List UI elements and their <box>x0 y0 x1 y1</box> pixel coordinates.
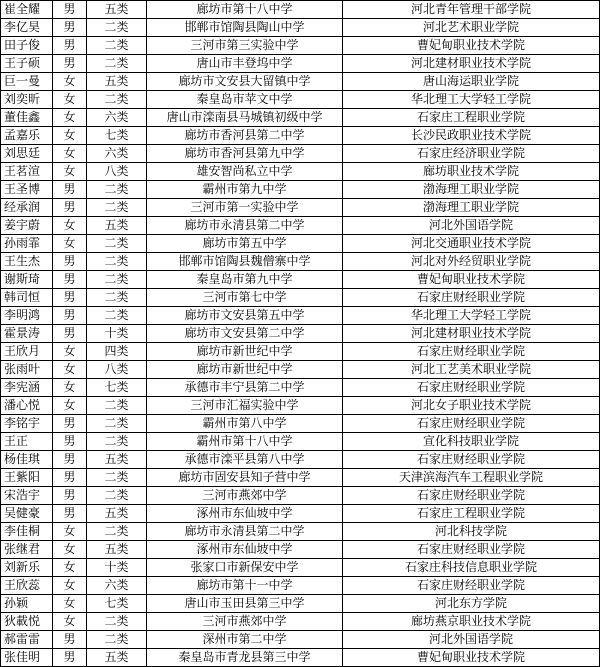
gender-cell: 女 <box>53 577 87 595</box>
school-cell: 廊坊市第十一中学 <box>147 577 343 595</box>
category-cell: 二类 <box>87 199 147 217</box>
school-cell: 张家口市新保安中学 <box>147 559 343 577</box>
category-cell: 二类 <box>87 631 147 649</box>
table-row <box>1 271 600 289</box>
name-cell: 刘奕昕 <box>1 91 53 109</box>
school-cell: 廊坊市文安县第二中学 <box>147 325 343 343</box>
name-cell: 王圣博 <box>1 181 53 199</box>
gender-cell: 男 <box>53 451 87 469</box>
category-cell: 二类 <box>87 253 147 271</box>
table-row <box>1 577 600 595</box>
college-cell: 石家庄财经职业学院 <box>343 379 600 397</box>
table-row <box>1 397 600 415</box>
gender-cell: 男 <box>53 55 87 73</box>
gender-cell: 女 <box>53 163 87 181</box>
category-cell: 十类 <box>87 559 147 577</box>
gender-cell: 女 <box>53 541 87 559</box>
school-cell: 深州市第二中学 <box>147 631 343 649</box>
gender-cell: 男 <box>53 253 87 271</box>
table-row <box>1 415 600 433</box>
college-cell: 河北女子职业技术学院 <box>343 397 600 415</box>
category-cell: 四类 <box>87 343 147 361</box>
table-row <box>1 631 600 649</box>
college-cell: 渤海理工职业学院 <box>343 181 600 199</box>
college-cell: 华北理工大学轻工学院 <box>343 307 600 325</box>
college-cell: 廊坊燕京职业技术学院 <box>343 613 600 631</box>
gender-cell: 女 <box>53 523 87 541</box>
gender-cell: 男 <box>53 469 87 487</box>
table-row <box>1 73 600 91</box>
category-cell: 十类 <box>87 325 147 343</box>
gender-cell: 男 <box>53 631 87 649</box>
gender-cell: 男 <box>53 487 87 505</box>
college-cell: 河北建材职业技术学院 <box>343 55 600 73</box>
name-cell: 宋浩宇 <box>1 487 53 505</box>
college-cell: 河北艺术职业学院 <box>343 19 600 37</box>
school-cell: 廊坊市固安县知子营中学 <box>147 469 343 487</box>
college-cell: 华北理工大学轻工学院 <box>343 91 600 109</box>
name-cell: 潘心悦 <box>1 397 53 415</box>
table-row <box>1 91 600 109</box>
gender-cell: 男 <box>53 415 87 433</box>
table-row <box>1 343 600 361</box>
name-cell: 刘思廷 <box>1 145 53 163</box>
college-cell: 河北青年管理干部学院 <box>343 1 600 19</box>
college-cell: 河北工艺美术职业学院 <box>343 361 600 379</box>
name-cell: 王茗渲 <box>1 163 53 181</box>
name-cell: 杨佳琪 <box>1 451 53 469</box>
category-cell: 五类 <box>87 217 147 235</box>
school-cell: 唐山市滦南县马城镇初级中学 <box>147 109 343 127</box>
school-cell: 廊坊市第十八中学 <box>147 1 343 19</box>
name-cell: 张雨叶 <box>1 361 53 379</box>
table-row <box>1 199 600 217</box>
name-cell: 王正 <box>1 433 53 451</box>
school-cell: 廊坊市第五中学 <box>147 235 343 253</box>
category-cell: 五类 <box>87 73 147 91</box>
name-cell: 王欣月 <box>1 343 53 361</box>
table-row <box>1 487 600 505</box>
category-cell: 五类 <box>87 1 147 19</box>
college-cell: 渤海理工职业学院 <box>343 199 600 217</box>
name-cell: 王紫阳 <box>1 469 53 487</box>
name-cell: 李铭宇 <box>1 415 53 433</box>
school-cell: 廊坊市新世纪中学 <box>147 361 343 379</box>
college-cell: 河北对外经贸职业学院 <box>343 253 600 271</box>
college-cell: 天津滨海汽车工程职业学院 <box>343 469 600 487</box>
college-cell: 石家庄财经职业学院 <box>343 415 600 433</box>
table-row <box>1 163 600 181</box>
school-cell: 邯郸市馆陶县魏僧寨中学 <box>147 253 343 271</box>
category-cell: 二类 <box>87 271 147 289</box>
name-cell: 谢斯琦 <box>1 271 53 289</box>
table-row <box>1 523 600 541</box>
category-cell: 七类 <box>87 379 147 397</box>
gender-cell: 男 <box>53 37 87 55</box>
table-row <box>1 595 600 613</box>
college-cell: 唐山海运职业学院 <box>343 73 600 91</box>
college-cell: 石家庄经济职业学院 <box>343 145 600 163</box>
table-row <box>1 325 600 343</box>
school-cell: 秦皇岛市第九中学 <box>147 271 343 289</box>
gender-cell: 女 <box>53 217 87 235</box>
table-row <box>1 37 600 55</box>
category-cell: 六类 <box>87 577 147 595</box>
name-cell: 李明鸿 <box>1 307 53 325</box>
school-cell: 三河市燕郊中学 <box>147 613 343 631</box>
table-row <box>1 649 600 667</box>
school-cell: 承德市滦平县第八中学 <box>147 451 343 469</box>
college-cell: 河北交通职业技术学院 <box>343 235 600 253</box>
gender-cell: 女 <box>53 91 87 109</box>
category-cell: 八类 <box>87 163 147 181</box>
school-cell: 霸州市第九中学 <box>147 181 343 199</box>
gender-cell: 女 <box>53 343 87 361</box>
college-cell: 石家庄财经职业学院 <box>343 487 600 505</box>
table-row <box>1 217 600 235</box>
gender-cell: 男 <box>53 19 87 37</box>
name-cell: 张继君 <box>1 541 53 559</box>
gender-cell: 女 <box>53 235 87 253</box>
name-cell: 狄載悦 <box>1 613 53 631</box>
table-row <box>1 253 600 271</box>
category-cell: 二类 <box>87 91 147 109</box>
category-cell: 二类 <box>87 523 147 541</box>
gender-cell: 男 <box>53 1 87 19</box>
gender-cell: 女 <box>53 613 87 631</box>
school-cell: 邯郸市馆陶县陶山中学 <box>147 19 343 37</box>
gender-cell: 男 <box>53 307 87 325</box>
table-row <box>1 541 600 559</box>
name-cell: 吴健豪 <box>1 505 53 523</box>
table-row <box>1 55 600 73</box>
gender-cell: 男 <box>53 325 87 343</box>
table-row <box>1 361 600 379</box>
name-cell: 姜宇蔚 <box>1 217 53 235</box>
college-cell: 石家庄工程职业学院 <box>343 505 600 523</box>
gender-cell: 男 <box>53 289 87 307</box>
gender-cell: 女 <box>53 595 87 613</box>
category-cell: 五类 <box>87 451 147 469</box>
school-cell: 三河市第一实验中学 <box>147 199 343 217</box>
category-cell: 二类 <box>87 433 147 451</box>
category-cell: 七类 <box>87 127 147 145</box>
gender-cell: 男 <box>53 271 87 289</box>
category-cell: 二类 <box>87 307 147 325</box>
school-cell: 霸州市第八中学 <box>147 415 343 433</box>
category-cell: 八类 <box>87 361 147 379</box>
school-cell: 三河市第七中学 <box>147 289 343 307</box>
table-row <box>1 19 600 37</box>
gender-cell: 男 <box>53 181 87 199</box>
school-cell: 唐山市玉田县第三中学 <box>147 595 343 613</box>
category-cell: 二类 <box>87 181 147 199</box>
college-cell: 长沙民政职业技术学院 <box>343 127 600 145</box>
name-cell: 王生杰 <box>1 253 53 271</box>
school-cell: 廊坊市香河县第九中学 <box>147 145 343 163</box>
name-cell: 孙颖 <box>1 595 53 613</box>
school-cell: 涿州市东仙坡中学 <box>147 541 343 559</box>
table-row <box>1 379 600 397</box>
name-cell: 经承润 <box>1 199 53 217</box>
name-cell: 王欣蕊 <box>1 577 53 595</box>
name-cell: 郝雷雷 <box>1 631 53 649</box>
category-cell: 六类 <box>87 145 147 163</box>
category-cell: 二类 <box>87 55 147 73</box>
college-cell: 石家庄科技信息职业学院 <box>343 559 600 577</box>
category-cell: 六类 <box>87 109 147 127</box>
name-cell: 霍景涛 <box>1 325 53 343</box>
school-cell: 廊坊市香河县第二中学 <box>147 127 343 145</box>
school-cell: 三河市汇福实验中学 <box>147 397 343 415</box>
name-cell: 刘新乐 <box>1 559 53 577</box>
college-cell: 石家庄工程职业学院 <box>343 109 600 127</box>
category-cell: 二类 <box>87 235 147 253</box>
name-cell: 张佳明 <box>1 649 53 667</box>
table-row <box>1 127 600 145</box>
college-cell: 廊坊职业技术学院 <box>343 163 600 181</box>
name-cell: 田子俊 <box>1 37 53 55</box>
table-row <box>1 109 600 127</box>
table-row <box>1 307 600 325</box>
school-cell: 承德市丰宁县第二中学 <box>147 379 343 397</box>
name-cell: 王子硕 <box>1 55 53 73</box>
table-row <box>1 505 600 523</box>
college-cell: 河北东方学院 <box>343 595 600 613</box>
school-cell: 三河市第三实验中学 <box>147 37 343 55</box>
college-cell: 曹妃甸职业技术学院 <box>343 37 600 55</box>
school-cell: 雄安智尚私立中学 <box>147 163 343 181</box>
category-cell: 二类 <box>87 469 147 487</box>
college-cell: 曹妃甸职业技术学院 <box>343 271 600 289</box>
college-cell: 石家庄财经职业学院 <box>343 541 600 559</box>
school-cell: 霸州市第十八中学 <box>147 433 343 451</box>
name-cell: 孟嘉乐 <box>1 127 53 145</box>
category-cell: 七类 <box>87 595 147 613</box>
table-row <box>1 613 600 631</box>
table-row <box>1 1 600 19</box>
gender-cell: 女 <box>53 379 87 397</box>
category-cell: 二类 <box>87 397 147 415</box>
gender-cell: 男 <box>53 649 87 667</box>
gender-cell: 女 <box>53 559 87 577</box>
category-cell: 二类 <box>87 613 147 631</box>
gender-cell: 男 <box>53 199 87 217</box>
college-cell: 石家庄财经职业学院 <box>343 451 600 469</box>
college-cell: 石家庄财经职业学院 <box>343 289 600 307</box>
student-table-body <box>1 1 600 667</box>
category-cell: 二类 <box>87 289 147 307</box>
table-row <box>1 289 600 307</box>
college-cell: 曹妃甸职业技术学院 <box>343 649 600 667</box>
school-cell: 廊坊市永清县第二中学 <box>147 217 343 235</box>
name-cell: 韩司恒 <box>1 289 53 307</box>
school-cell: 廊坊市文安县大留镇中学 <box>147 73 343 91</box>
gender-cell: 女 <box>53 109 87 127</box>
name-cell: 李宪涵 <box>1 379 53 397</box>
college-cell: 河北建材职业技术学院 <box>343 325 600 343</box>
school-cell: 秦皇岛市青龙县第三中学 <box>147 649 343 667</box>
category-cell: 二类 <box>87 37 147 55</box>
school-cell: 廊坊市文安县第五中学 <box>147 307 343 325</box>
college-cell: 石家庄财经职业学院 <box>343 343 600 361</box>
category-cell: 二类 <box>87 415 147 433</box>
college-cell: 宣化科技职业学院 <box>343 433 600 451</box>
table-row <box>1 559 600 577</box>
table-row <box>1 451 600 469</box>
gender-cell: 女 <box>53 145 87 163</box>
name-cell: 巨一曼 <box>1 73 53 91</box>
name-cell: 李亿昊 <box>1 19 53 37</box>
school-cell: 廊坊市新世纪中学 <box>147 343 343 361</box>
table-row <box>1 145 600 163</box>
gender-cell: 女 <box>53 73 87 91</box>
gender-cell: 男 <box>53 505 87 523</box>
name-cell: 崔全耀 <box>1 1 53 19</box>
category-cell: 二类 <box>87 19 147 37</box>
table-row <box>1 433 600 451</box>
name-cell: 董佳鑫 <box>1 109 53 127</box>
school-cell: 涿州市东仙坡中学 <box>147 505 343 523</box>
school-cell: 三河市燕郊中学 <box>147 487 343 505</box>
gender-cell: 男 <box>53 433 87 451</box>
table-row <box>1 469 600 487</box>
college-cell: 河北外国语学院 <box>343 631 600 649</box>
school-cell: 秦皇岛市苹文中学 <box>147 91 343 109</box>
college-cell: 石家庄财经职业学院 <box>343 577 600 595</box>
gender-cell: 女 <box>53 127 87 145</box>
table-row <box>1 181 600 199</box>
college-cell: 河北科技学院 <box>343 523 600 541</box>
category-cell: 五类 <box>87 505 147 523</box>
gender-cell: 女 <box>53 361 87 379</box>
category-cell: 五类 <box>87 649 147 667</box>
name-cell: 李佳桐 <box>1 523 53 541</box>
college-cell: 河北外国语学院 <box>343 217 600 235</box>
table-row <box>1 235 600 253</box>
category-cell: 二类 <box>87 487 147 505</box>
school-cell: 廊坊市永清县第二中学 <box>147 523 343 541</box>
school-cell: 唐山市丰登坞中学 <box>147 55 343 73</box>
gender-cell: 女 <box>53 397 87 415</box>
name-cell: 孙雨霏 <box>1 235 53 253</box>
category-cell: 五类 <box>87 541 147 559</box>
